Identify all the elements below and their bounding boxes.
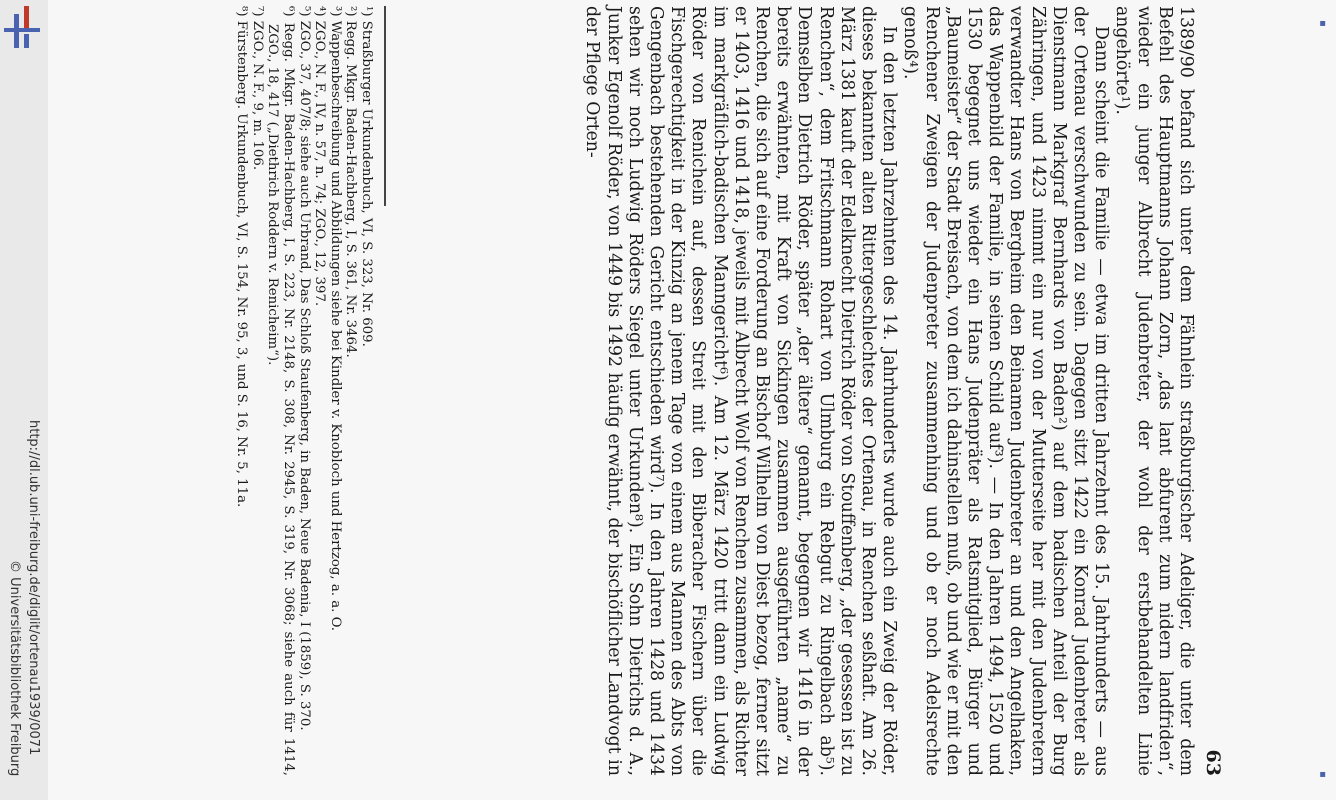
footnote: ⁵) ZGO., 37, 407/8; siehe auch Urbrand, Das Schloß Staufenberg, in Baden, Neue Badenia, I (1859), S. 370. (296, 6, 312, 731)
watermark-copyright: © Universitätsbibliothek Freiburg (7, 560, 22, 777)
footnote: ⁸) Fürstenberg. Urkundenbuch, VI, S. 154, Nr. 95, 3, und S. 16, Nr. 5, 11a. (234, 6, 250, 508)
footnote: ²) Regg. Mkgr. Baden-Hachberg, I, S. 361, Nr. 3464. (343, 6, 359, 358)
paragraph: In den letzten Jahrzehnten des 14. Jahrhunderts wurde auch ein Zweig der Röder, dieses bekannten alten Rittergeschlechtes der Ortenau, in Renchen seßhaft. Am 26. März 1381 kauft der Edelknecht Dietrich Röder von Stouffenberg, „der gesessen ist zu Renchen“, dem Fritschmann Rohart von Ulmburg ein Rebgut zu Ringelbach ab⁵). Demselben Dietrich Röder, später „der ältere“ genannt, begegnen wir 1416 in der bereits erwähnten, mit Kraft von Sickingen zusammen ausgeführten „name“ zu Renchen, die sich auf eine Forderung an Bischof Wilhelm von Diest bezog, ferner sitzt er 1403, 1416 und 1418, jeweils mit Albrecht Wolf von Renchen zusammen, als Richter im markgräflich-badischen Manngericht⁶). Am 12. März 1420 tritt dann ein Ludwig Röder von Renichein auf, dessen Streit mit den Biberacher Fischern über die Fischgerechtigkeit in der Kinzig an jenem Tage von einem aus Mannen des Abts von Gengenbach bestehenden Gericht entschieden wird⁷). In den Jahren 1428 und 1434 sehen wir noch Ludwig Röders Siegel unter Urkunden⁸). Ein Sohn Dietrichs d. A., Junker Egenolf Röder, von 1449 bis 1492 häufig erwähnt, der bischöflicher Landvogt in der Pflege Orten- (582, 6, 900, 776)
page-number: 63 (1202, 749, 1224, 776)
footnote-rule (384, 6, 386, 206)
corner-mark-bottom: ▪ (1319, 769, 1326, 780)
footnote: ⁷) ZGO., N. F., 9, m. 106. (249, 6, 265, 171)
paragraph: Dann scheint die Familie — etwa im dritten Jahrzehnt des 15. Jahrhunderts — aus der Ortenau verschwunden zu sein. Dagegen sitzt 1422 ein Konrad Judenbreter als Dienstmann Markgraf Bernhards von Baden²) auf dem badischen Anteil der Burg Zähringen, und 1423 nimmt ein nur von der Mutterseite her mit den Judenbretern verwandter Hans von Bergheim den Beinamen Judenbreter an und den Angelhaken, das Wappenbild der Familie, in seinen Schild auf³). — In den Jahren 1494, 1520 und 1530 begegnet uns wieder ein Hans Judenpräter als Ratsmitglied, Bürger und „Baumeister“ der Stadt Breisach, von dem ich dahinstellen muß, ob und wie er mit den Renchener Zweigen der Judenpreter zusammenhing und ob er noch Adelsrechte genoß⁴). (900, 6, 1112, 776)
body-text (581, 6, 1196, 776)
corner-mark-top: ▪ (1319, 18, 1326, 29)
page-content (184, 6, 1224, 776)
footnote: ³) Wappenbeschreibung und Abbildungen siehe bei Kindler v. Knobloch und Hertzog, a. a. O. (327, 6, 343, 631)
footnote: ⁴) ZGO., N. F., IV, n. 57, n. 74; ZGO., 12, 397. (312, 6, 328, 307)
watermark-url: http://dl.ub.uni-freiburg.de/diglit/ortenau1939/0071 (26, 420, 41, 756)
footnote: ¹) Straßburger Urkundenbuch, VI, S. 323, Nr. 609. (359, 6, 374, 347)
footnotes (234, 6, 374, 776)
watermark (0, 0, 48, 800)
footnote: ⁶) Regg. Mkgr. Baden-Hachberg, I, S. 223, Nr. 2148, S. 308, Nr. 2945, S. 319, Nr. 3068; siehe auch für 1414, ZGO., 18, 417 („Diethrich Roddern v. Renicheim“). (265, 6, 297, 776)
paragraph: 1389/90 befand sich unter dem Fähnlein straßburgischer Adeliger, die unter dem Befehl des Hauptmanns Johann Zorn, „das lant abfurent zum nidern landfriden“, wieder ein junger Albrecht Judenbreter, der wohl der erstbehandelten Linie angehörte¹). (1112, 6, 1196, 776)
